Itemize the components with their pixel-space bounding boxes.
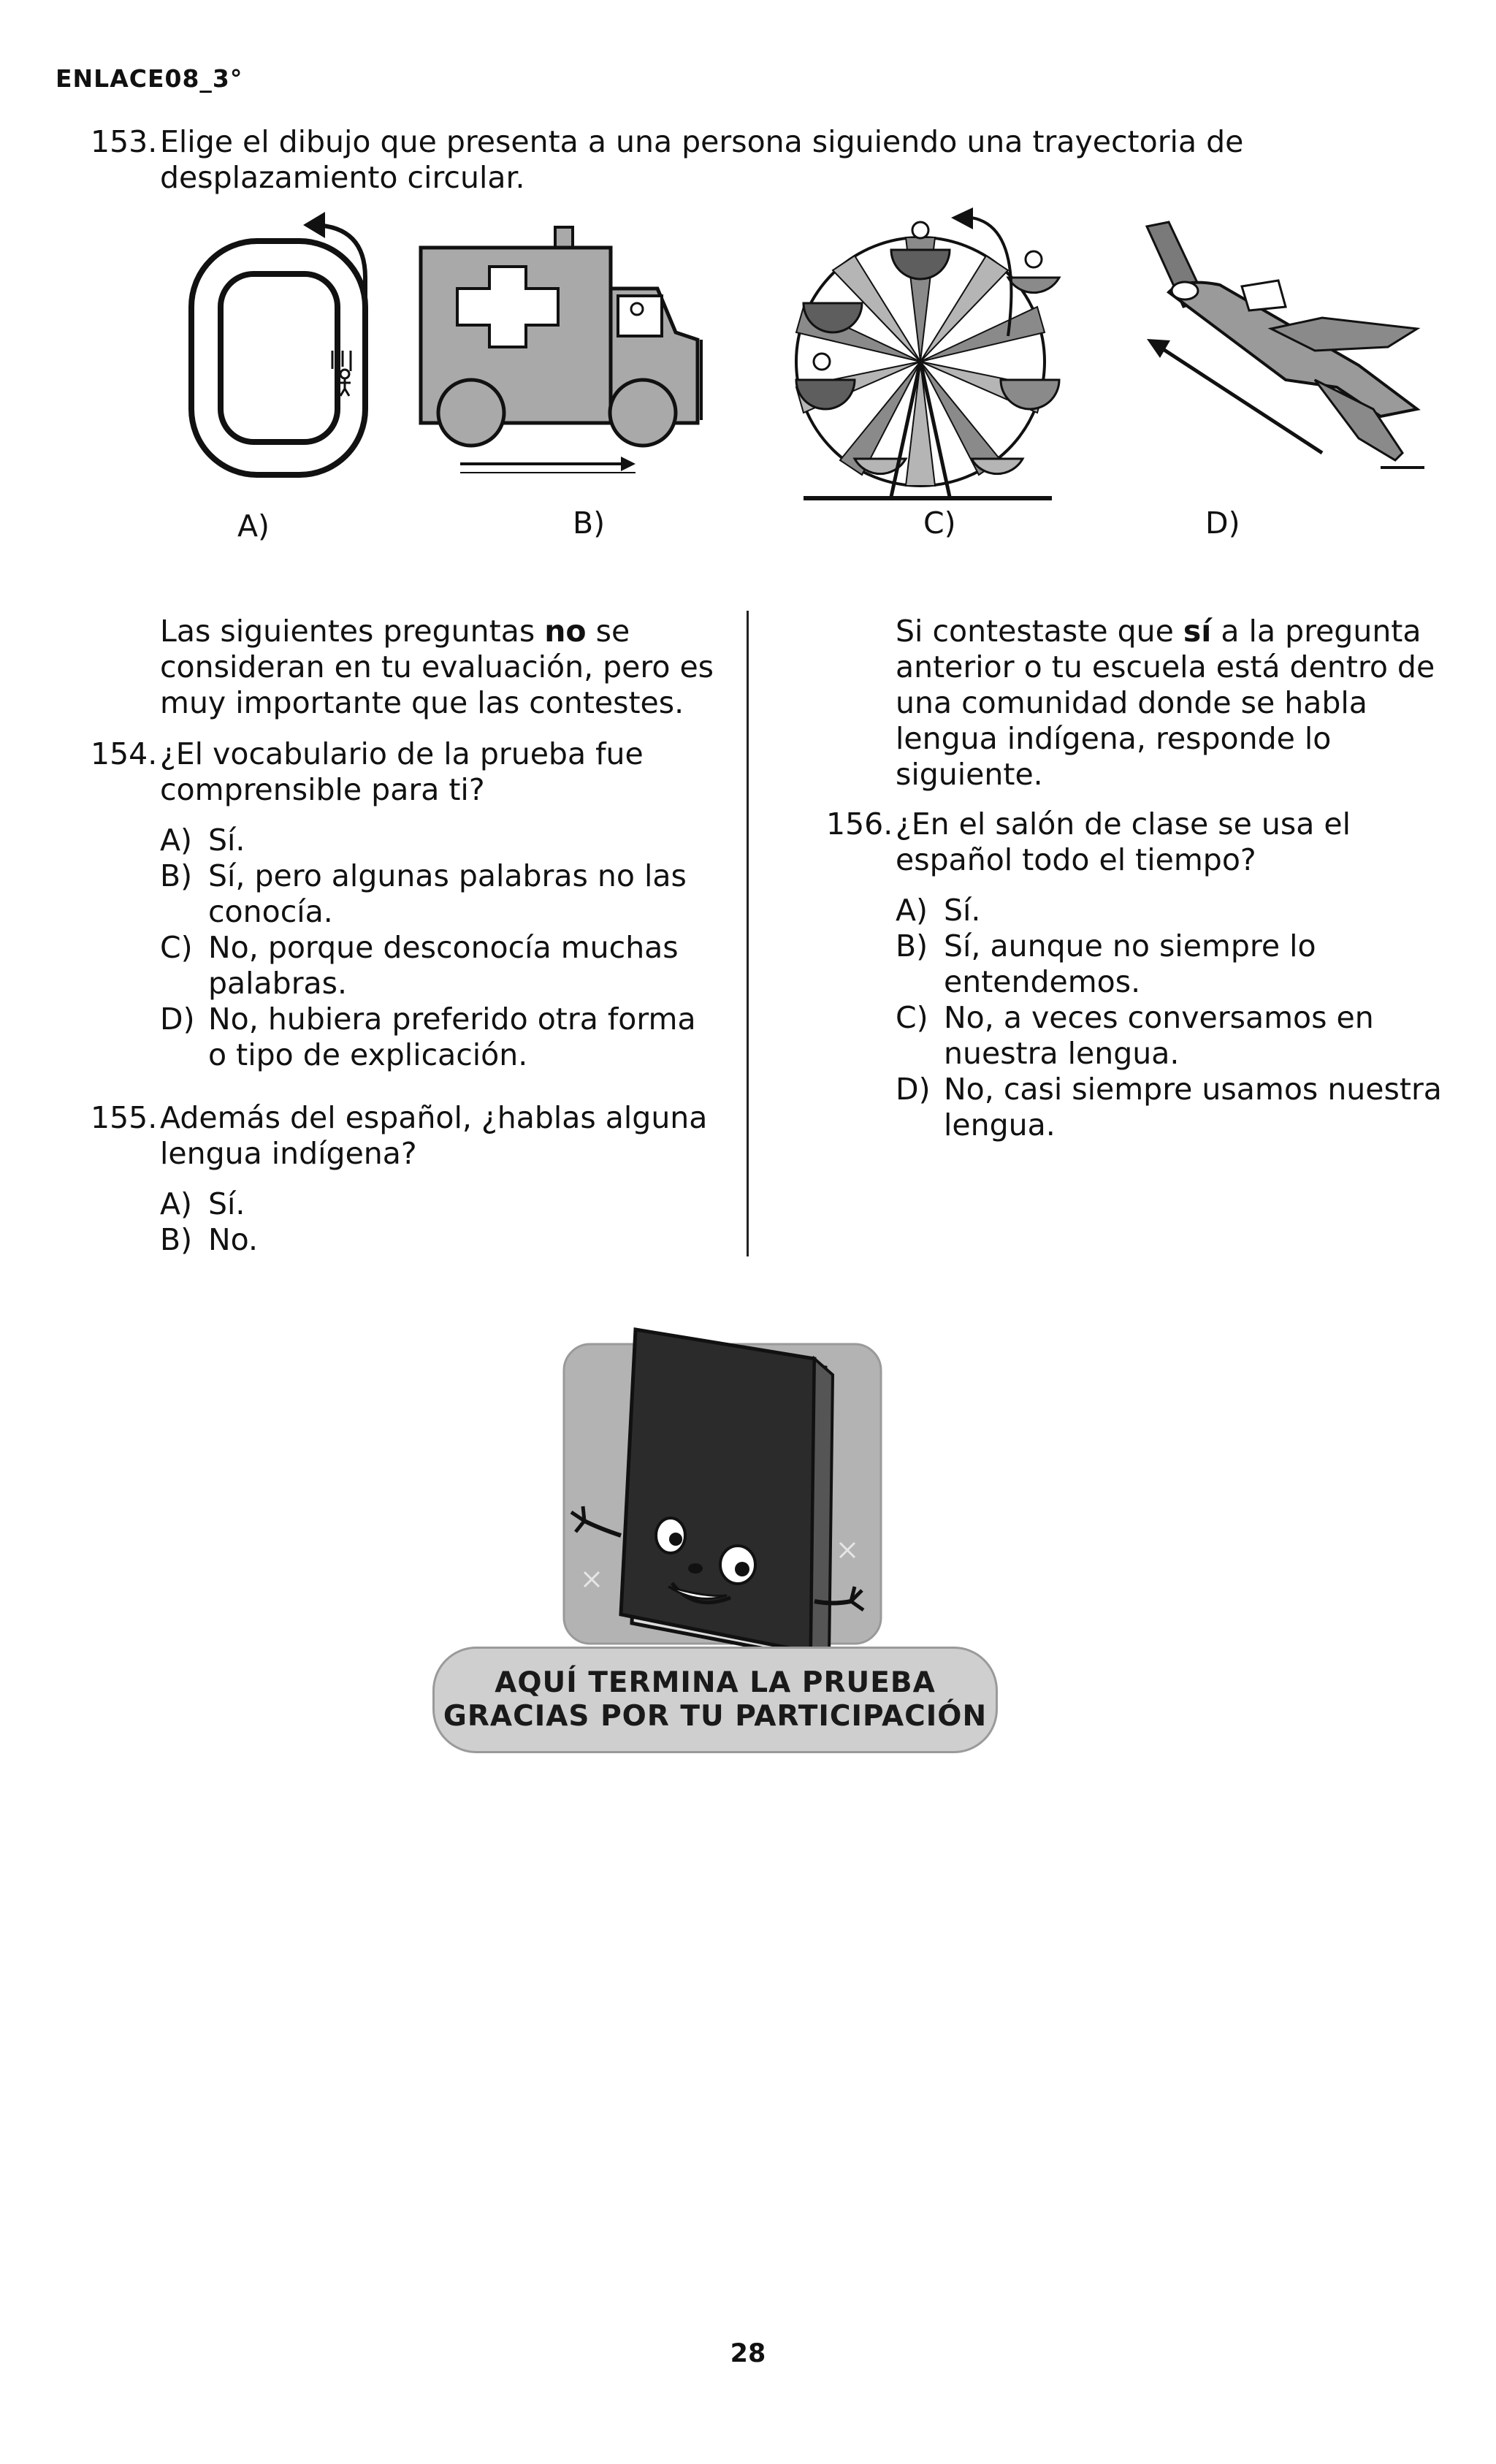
figure-c-ferris-wheel xyxy=(789,197,1096,511)
q155-text-line2: lengua indígena? xyxy=(160,1136,417,1171)
cond-line1: Si contestaste que sí a la pregunta xyxy=(896,614,1421,649)
figure-a-label: A) xyxy=(237,508,270,543)
q153-number: 153. xyxy=(91,124,158,159)
intro-line2: consideran en tu evaluación, pero es xyxy=(160,649,714,684)
q154-option-d[interactable]: D) No, hubiera preferido otra forma o tipo de explicación. xyxy=(160,1002,696,1072)
figure-b-ambulance xyxy=(416,223,709,486)
figure-d-airplane xyxy=(1140,219,1432,475)
figure-a-track xyxy=(183,205,387,482)
cond-line3: una comunidad donde se habla xyxy=(896,685,1367,720)
intro-bold-no: no xyxy=(544,614,587,649)
q154-option-a[interactable]: A) Sí. xyxy=(160,823,245,858)
q155-option-b[interactable]: B) No. xyxy=(160,1222,259,1257)
cond-line2: anterior o tu escuela está dentro de xyxy=(896,649,1435,684)
q154-text-line2: comprensible para ti? xyxy=(160,772,485,807)
figure-b-label: B) xyxy=(573,506,606,541)
q154-number: 154. xyxy=(91,736,158,771)
end-of-test-banner xyxy=(432,1647,998,1753)
book-mascot-illustration xyxy=(562,1324,884,1667)
q156-option-b[interactable]: B) Sí, aunque no siempre lo entendemos. xyxy=(896,928,1316,999)
q154-option-b[interactable]: B) Sí, pero algunas palabras no las conocía. xyxy=(160,858,687,929)
page-header: ENLACE08_3° xyxy=(56,64,243,93)
banner-line1: AQUÍ TERMINA LA PRUEBA xyxy=(495,1666,936,1699)
banner-line2: GRACIAS POR TU PARTICIPACIÓN xyxy=(443,1700,988,1733)
column-divider xyxy=(747,611,749,1256)
cond-line4: lengua indígena, responde lo xyxy=(896,721,1332,756)
q153-text-line2: desplazamiento circular. xyxy=(160,160,525,195)
intro-line3: muy importante que las contestes. xyxy=(160,685,684,720)
page-number: 28 xyxy=(730,2339,766,2368)
cond-line5: siguiente. xyxy=(896,757,1043,792)
q154-text-line1: ¿El vocabulario de la prueba fue xyxy=(160,736,644,771)
q155-text-line1: Además del español, ¿hablas alguna xyxy=(160,1100,708,1135)
q155-number: 155. xyxy=(91,1100,158,1135)
q155-option-a[interactable]: A) Sí. xyxy=(160,1186,245,1221)
q156-number: 156. xyxy=(826,806,893,842)
figure-c-label: C) xyxy=(923,506,956,541)
cond-bold-si: sí xyxy=(1183,614,1212,649)
q156-option-c[interactable]: C) No, a veces conversamos en nuestra lengua. xyxy=(896,1000,1374,1071)
q156-text-line2: español todo el tiempo? xyxy=(896,842,1256,877)
q154-option-c[interactable]: C) No, porque desconocía muchas palabras. xyxy=(160,930,679,1001)
q156-option-a[interactable]: A) Sí. xyxy=(896,893,981,928)
intro-line1: Las siguientes preguntas no se xyxy=(160,614,630,649)
q153-text-line1: Elige el dibujo que presenta a una persona siguiendo una trayectoria de xyxy=(160,124,1244,159)
q156-option-d[interactable]: D) No, casi siempre usamos nuestra lengua. xyxy=(896,1072,1442,1143)
figure-d-label: D) xyxy=(1205,506,1240,541)
q156-text-line1: ¿En el salón de clase se usa el xyxy=(896,806,1351,842)
